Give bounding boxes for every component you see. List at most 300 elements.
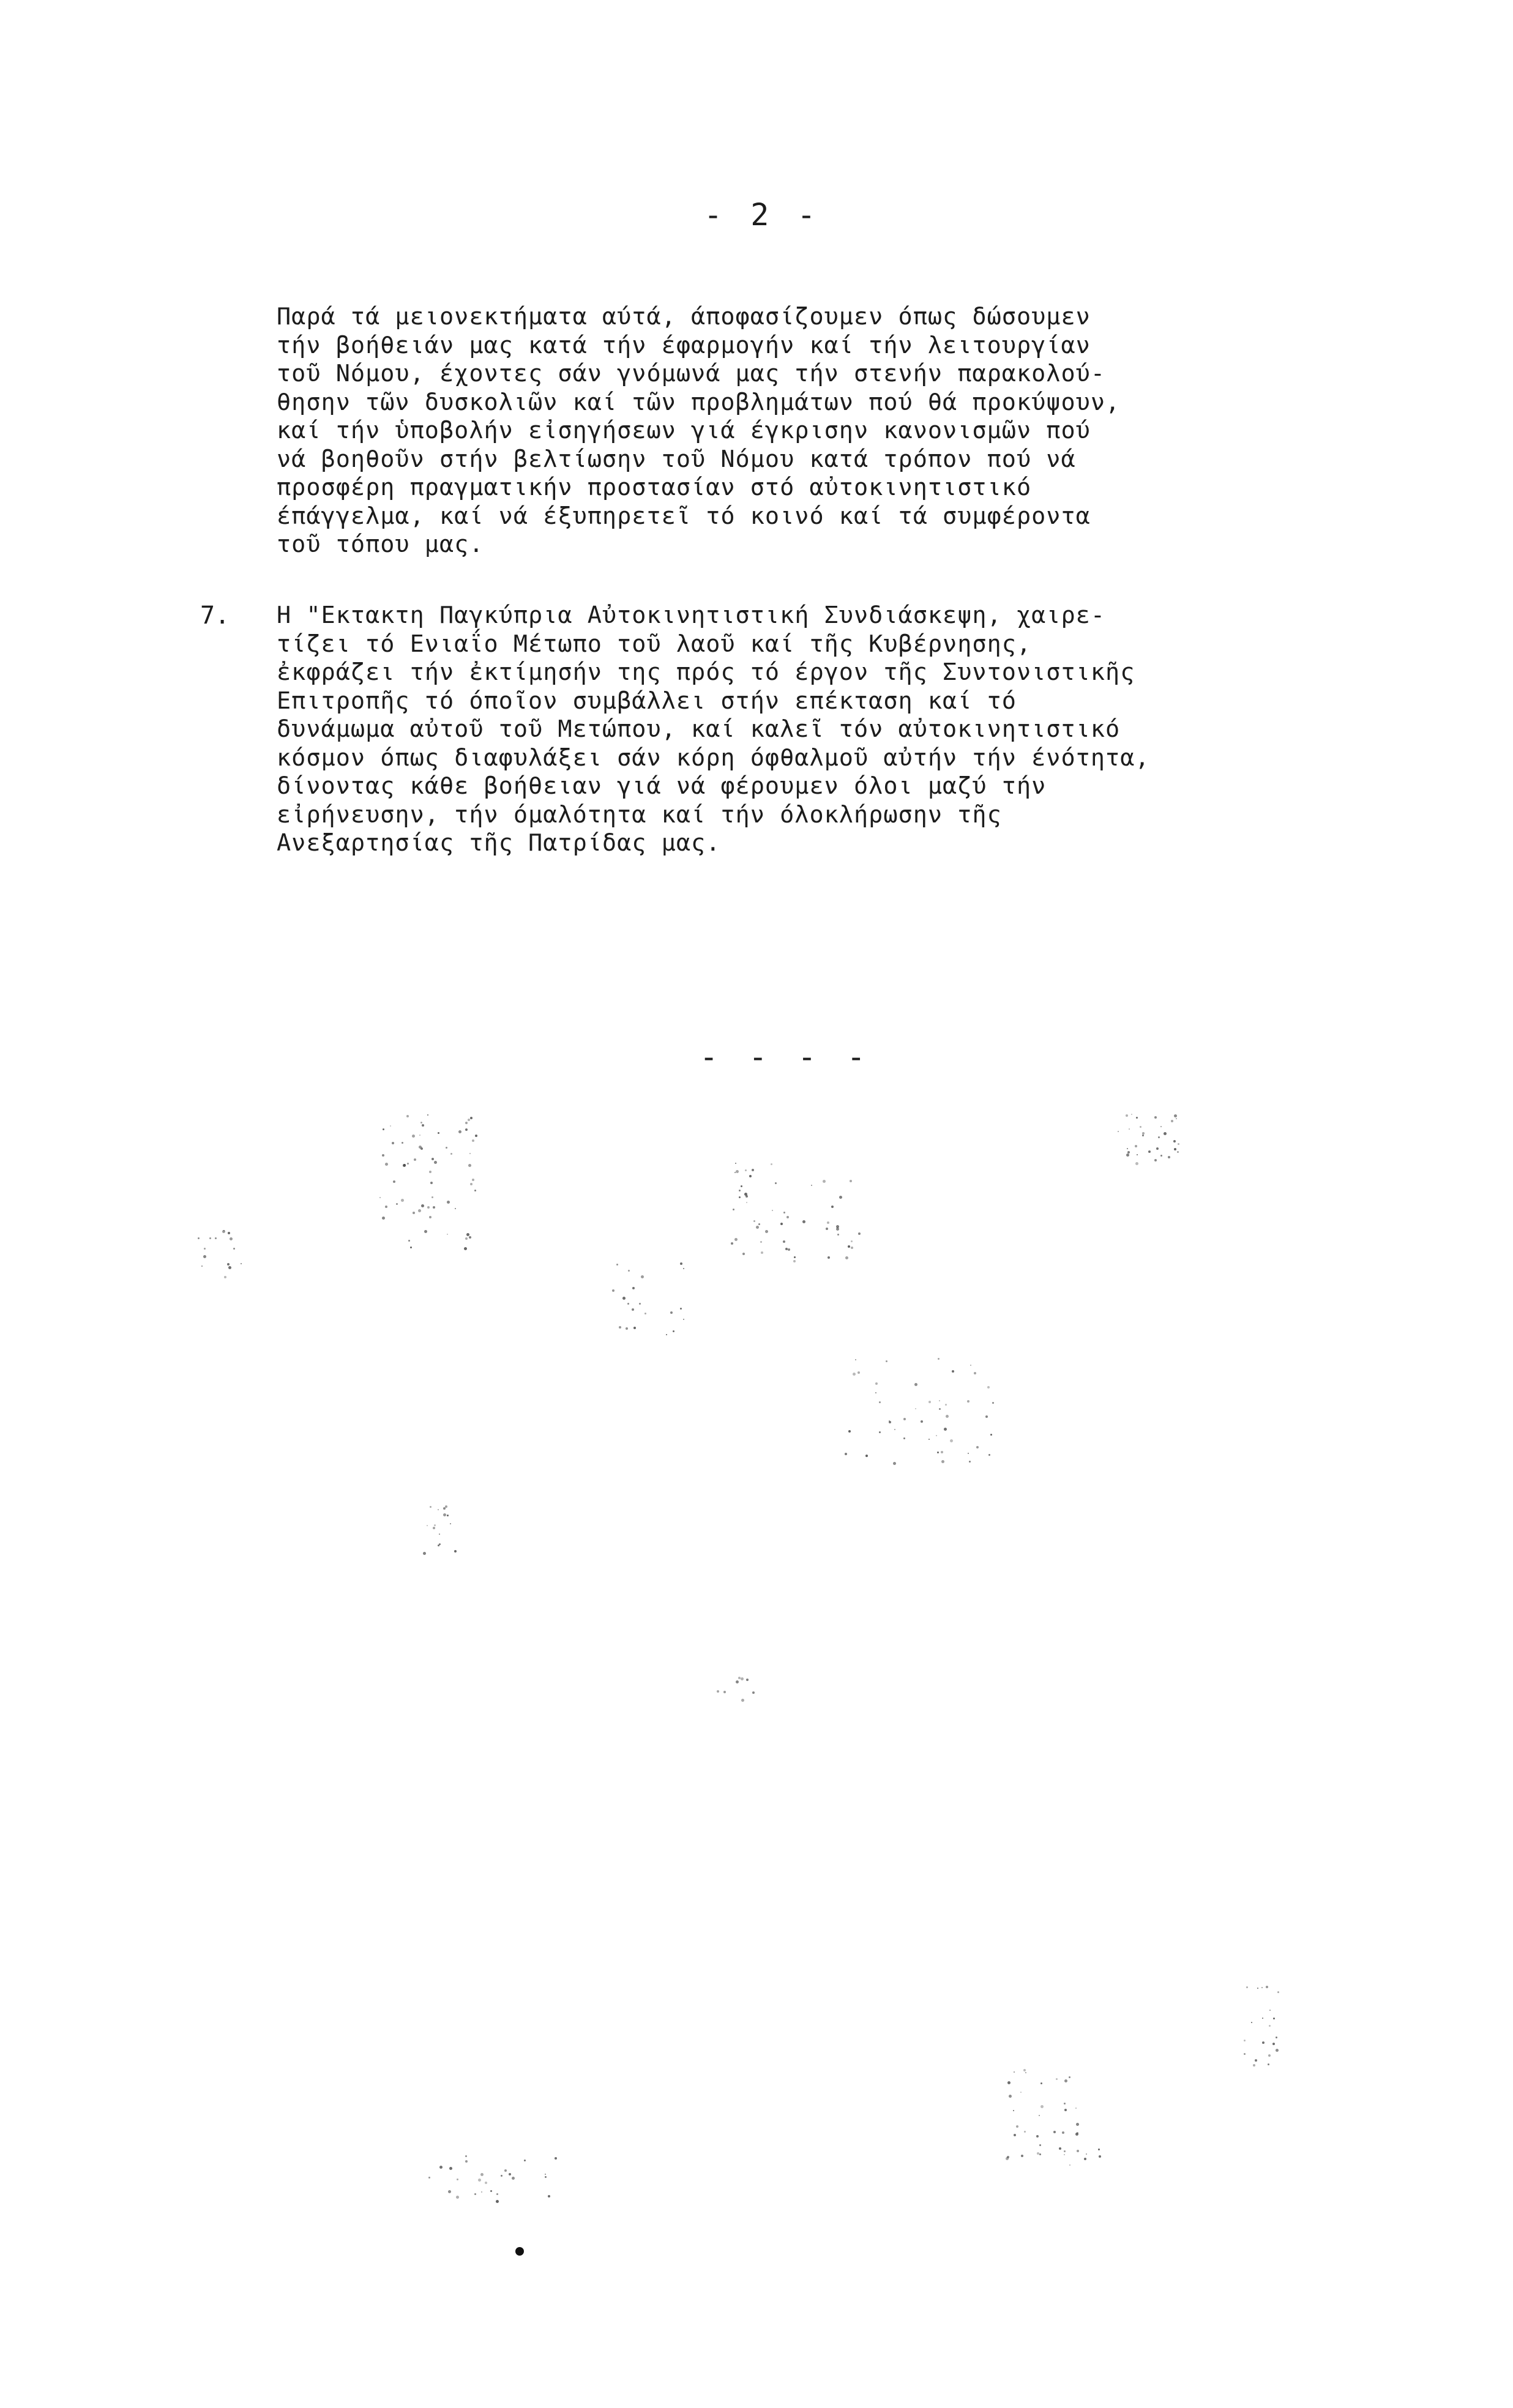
scan-speck	[401, 1199, 404, 1202]
scan-speck	[481, 2191, 482, 2193]
scan-speck	[485, 2182, 487, 2184]
scan-speck	[496, 2193, 498, 2195]
scan-speck	[941, 1451, 943, 1453]
scan-speck	[475, 1135, 477, 1137]
paragraph-line: καί τήν ὑποβολήν εἰσηγήσεων γιά έγκρισην κανονισμῶν πού	[277, 417, 1091, 444]
scan-speck	[1268, 2063, 1269, 2065]
scan-speck	[233, 1248, 235, 1250]
scan-speck	[422, 1124, 424, 1127]
scan-speck	[1142, 1132, 1145, 1135]
scan-speck	[408, 1240, 410, 1242]
scan-speck	[469, 1153, 471, 1154]
scan-speck	[738, 1677, 741, 1679]
scan-speck	[811, 1185, 812, 1186]
scan-speck	[241, 1263, 242, 1264]
scan-speck	[1016, 2125, 1018, 2128]
scan-speck	[458, 1130, 461, 1133]
paragraph-2	[277, 602, 1403, 858]
scan-speck	[1062, 2131, 1064, 2134]
scan-speck	[203, 1255, 206, 1258]
scan-speck	[1069, 2164, 1070, 2166]
scan-speck	[439, 2166, 443, 2169]
scan-speck	[1269, 2010, 1271, 2011]
scan-speck	[470, 1117, 473, 1119]
scan-speck	[683, 1268, 684, 1269]
scan-speck	[465, 1237, 468, 1240]
scan-speck	[382, 1154, 384, 1157]
scan-speck	[967, 1400, 969, 1403]
scan-speck	[1037, 2152, 1039, 2155]
scan-speck	[403, 1164, 406, 1167]
scan-speck	[472, 1179, 474, 1181]
scan-speck	[827, 1221, 829, 1224]
scan-speck	[420, 1122, 422, 1124]
scan-speck	[466, 1233, 469, 1236]
scan-speck	[788, 1248, 790, 1251]
scan-speck	[992, 1402, 994, 1404]
scan-speck	[752, 1691, 755, 1694]
page-number: - 2 -	[704, 197, 821, 233]
scan-speck	[1020, 2092, 1022, 2093]
scan-speck	[1023, 2069, 1026, 2071]
scan-speck	[836, 1225, 839, 1228]
scan-speck	[465, 2160, 468, 2163]
paragraph-line: δίνοντας κάθε βοήθειαν γιά νά φέρουμεν όλοι μαζύ τήν	[277, 772, 1047, 800]
scan-speck	[746, 1679, 749, 1681]
paragraph-line: νά βοηθοῦν στήν βελτίωσην τοῦ Νόμου κατά τρόπον πού νά	[277, 445, 1076, 473]
scan-speck	[632, 1287, 635, 1289]
scan-speck	[1154, 1159, 1157, 1161]
paragraph-1	[277, 303, 1403, 559]
scan-speck	[736, 1680, 739, 1683]
scan-speck	[1084, 2158, 1086, 2160]
scan-speck	[1251, 2022, 1252, 2023]
scan-speck	[976, 1446, 979, 1448]
scan-speck	[1135, 1162, 1138, 1165]
scan-speck	[1039, 2144, 1041, 2146]
scan-speck	[555, 2157, 557, 2160]
scan-speck	[826, 1228, 828, 1230]
scan-speck	[673, 1330, 674, 1332]
scan-speck	[1075, 2133, 1078, 2136]
scan-speck	[1244, 2053, 1246, 2055]
scan-speck	[465, 1128, 468, 1131]
scan-speck	[396, 1203, 398, 1205]
scan-speck	[450, 1523, 451, 1524]
scan-speck	[457, 2179, 458, 2180]
paragraph-line: τήν βοήθειάν μας κατά τήν έφαρμογήν καί τήν λειτουργίαν	[277, 331, 1091, 359]
scan-speck	[447, 1201, 450, 1204]
scan-speck	[1135, 1145, 1137, 1147]
scan-speck	[438, 1132, 439, 1134]
scan-speck	[914, 1383, 917, 1386]
scan-speck	[850, 1180, 852, 1182]
scan-speck	[410, 1247, 412, 1248]
scan-speck	[1262, 2041, 1265, 2044]
scan-speck	[1014, 2134, 1016, 2136]
scan-speck	[456, 2196, 459, 2199]
scan-speck	[1277, 1991, 1279, 1993]
scan-speck	[474, 2193, 476, 2195]
scan-speck	[612, 1289, 615, 1292]
scan-speck	[717, 1690, 719, 1693]
paragraph-line: Ανεξαρτησίας τῆς Πατρίδας μας.	[277, 829, 721, 857]
scan-speck	[1127, 1151, 1130, 1154]
scan-speck	[204, 1248, 206, 1250]
scan-speck	[412, 1135, 415, 1138]
scan-speck	[745, 1195, 748, 1198]
scan-speck	[970, 1365, 971, 1366]
scan-speck	[382, 1217, 385, 1220]
scan-speck	[1075, 2108, 1077, 2109]
scan-speck	[383, 1128, 384, 1130]
scan-speck	[224, 1276, 226, 1278]
scan-speck	[771, 1163, 772, 1165]
scan-speck	[644, 1313, 646, 1314]
scan-speck	[680, 1262, 682, 1265]
scan-speck	[407, 1163, 409, 1165]
scan-speck	[454, 1550, 457, 1553]
scan-speck	[419, 1135, 420, 1136]
scan-speck	[222, 1230, 225, 1233]
paragraph-line: τίζει τό Ενιαΐο Μέτωπο τοῦ λαοῦ καί τῆς Κυβέρνησης,	[277, 630, 1032, 658]
scan-speck	[1164, 1132, 1167, 1135]
scan-speck	[228, 1232, 230, 1234]
scan-speck	[752, 1169, 754, 1171]
scan-speck	[616, 1264, 618, 1266]
scan-speck	[987, 1386, 990, 1389]
scan-speck	[1086, 2153, 1087, 2155]
scan-speck	[753, 1220, 755, 1222]
paragraph-line: έπάγγελμα, καί νά έξυπηρετεῖ τό κοινό καί τά συμφέροντα	[277, 502, 1091, 530]
scan-speck	[443, 1507, 446, 1510]
scan-speck	[723, 1691, 726, 1693]
scan-speck	[468, 1119, 470, 1121]
scan-speck	[1257, 1988, 1258, 1989]
scan-speck	[465, 2155, 467, 2157]
scan-speck	[1059, 2147, 1061, 2150]
scan-speck	[1014, 2071, 1015, 2073]
scan-speck	[739, 1196, 741, 1198]
scan-speck	[448, 2190, 451, 2193]
paragraph-line: κόσμον όπως διαφυλάξει σάν κόρη όφθαλμοῦ αὐτήν τήν ένότητα,	[277, 744, 1150, 772]
scan-speck	[731, 1242, 733, 1245]
paragraph-line: εἰρήνευσην, τήν όμαλότητα καί τήν όλοκλήρωσην τῆς	[277, 800, 1002, 829]
scan-speck	[670, 1311, 673, 1314]
scan-speck	[1007, 2156, 1009, 2158]
scan-speck	[469, 1236, 471, 1239]
scan-speck	[823, 1180, 826, 1183]
scan-speck	[783, 1212, 785, 1213]
scan-speck	[855, 1359, 856, 1360]
scan-speck	[1261, 1987, 1263, 1988]
scan-speck	[431, 1196, 433, 1198]
scan-speck	[1154, 1116, 1157, 1119]
ink-dot	[515, 2247, 524, 2256]
scan-speck	[639, 1303, 641, 1305]
scan-speck	[421, 1204, 424, 1207]
scan-speck	[1174, 1114, 1177, 1117]
scan-speck	[746, 1202, 747, 1203]
scan-speck	[1036, 2135, 1039, 2138]
scan-speck	[903, 1418, 906, 1420]
scan-speck	[227, 1263, 230, 1266]
scan-speck	[1171, 1120, 1173, 1122]
scan-speck	[780, 1223, 783, 1225]
scan-speck	[490, 2190, 492, 2192]
scan-speck	[445, 1505, 447, 1508]
scan-speck	[1126, 1114, 1128, 1117]
scan-speck	[1024, 2131, 1026, 2133]
scan-speck	[419, 1146, 422, 1149]
scan-speck	[758, 1223, 760, 1225]
scan-speck	[447, 1515, 449, 1516]
scan-speck	[1176, 1118, 1177, 1119]
scan-speck	[786, 1216, 789, 1218]
scan-speck	[848, 1245, 850, 1248]
scan-speck	[474, 1190, 476, 1191]
scan-speck	[937, 1452, 939, 1453]
scan-speck	[921, 1420, 923, 1423]
scan-speck	[385, 1206, 387, 1208]
scan-speck	[228, 1266, 231, 1269]
scan-speck	[837, 1234, 839, 1236]
scan-speck	[879, 1431, 881, 1433]
scan-speck	[504, 2169, 507, 2172]
scan-speck	[1246, 1986, 1248, 1988]
scan-speck	[392, 1142, 394, 1144]
scan-speck	[501, 2175, 502, 2177]
scan-speck	[802, 1220, 805, 1223]
scan-speck	[793, 1260, 796, 1262]
scan-speck	[1142, 1135, 1144, 1136]
scan-speck	[928, 1439, 930, 1440]
scan-speck	[393, 1180, 395, 1183]
scan-speck	[1064, 2079, 1067, 2082]
scan-speck	[739, 1190, 741, 1191]
paragraph-line: Η "Εκτακτη Παγκύπρια Αὐτοκινητιστική Συνδιάσκεψη, χαιρε-	[277, 602, 1106, 629]
scan-speck	[427, 1206, 430, 1209]
scan-speck	[1064, 2109, 1067, 2111]
scan-speck	[950, 1439, 953, 1442]
paragraph-line: προσφέρη πραγματικήν προστασίαν στό αὐτοκινητιστικό	[277, 474, 1032, 501]
scan-speck	[470, 1183, 473, 1185]
scan-speck	[1118, 1131, 1119, 1132]
scan-speck	[434, 1524, 436, 1526]
scan-speck	[414, 1158, 416, 1161]
scan-speck	[735, 1163, 736, 1164]
scan-speck	[201, 1266, 203, 1267]
scan-speck	[945, 1404, 947, 1406]
scan-speck	[418, 1209, 421, 1212]
scan-speck	[1273, 2018, 1275, 2019]
scan-speck	[633, 1327, 636, 1329]
scan-speck	[402, 1142, 403, 1144]
scan-speck	[223, 1230, 225, 1231]
scan-speck	[1269, 2025, 1271, 2027]
scan-speck	[420, 1147, 423, 1150]
scan-speck	[1173, 1140, 1176, 1142]
end-mark: - - - -	[700, 1039, 872, 1075]
scan-speck	[974, 1372, 976, 1374]
scan-speck	[627, 1303, 629, 1305]
scan-speck	[1025, 2072, 1026, 2073]
scan-speck	[1131, 1114, 1132, 1115]
scan-speck	[1013, 2110, 1014, 2111]
scan-speck	[628, 1270, 630, 1272]
scan-speck	[1126, 1154, 1129, 1157]
scan-speck	[1148, 1150, 1151, 1153]
scan-speck	[472, 1139, 474, 1142]
scan-speck	[641, 1275, 644, 1278]
scan-speck	[749, 1175, 752, 1177]
scan-speck	[430, 1506, 431, 1508]
scan-speck	[889, 1421, 891, 1423]
scan-speck	[941, 1460, 944, 1463]
scan-speck	[928, 1401, 931, 1403]
scan-speck	[836, 1228, 839, 1231]
scan-speck	[512, 2177, 515, 2180]
scan-speck	[433, 1206, 435, 1209]
scan-speck	[944, 1428, 947, 1431]
scan-speck	[480, 2173, 484, 2176]
scan-speck	[666, 1334, 667, 1335]
paragraph-line: Παρά τά μειονεκτήματα αύτά, άποφασίζουμεν όπως δώσουμεν	[277, 303, 1091, 330]
scan-speck	[742, 1253, 745, 1255]
scan-speck	[848, 1430, 851, 1433]
scan-speck	[985, 1415, 988, 1418]
scan-speck	[1069, 2076, 1070, 2078]
scan-speck	[1039, 2153, 1041, 2155]
scan-speck	[1056, 2078, 1058, 2080]
scan-speck	[622, 1297, 626, 1300]
scan-speck	[209, 1237, 211, 1239]
scan-speck	[938, 1358, 940, 1360]
scan-speck	[1272, 2043, 1275, 2045]
scan-speck	[760, 1241, 762, 1243]
scan-speck	[1064, 2154, 1065, 2155]
scan-speck	[889, 1420, 890, 1422]
scan-speck	[1255, 2059, 1257, 2062]
scan-speck	[744, 1193, 747, 1196]
scan-speck	[875, 1382, 878, 1385]
scan-speck	[464, 1247, 467, 1250]
scan-speck	[468, 1164, 471, 1167]
scan-speck	[1262, 2018, 1263, 2019]
scan-speck	[496, 2200, 499, 2203]
scan-speck	[1064, 2103, 1066, 2104]
scan-speck	[439, 1534, 440, 1535]
scan-speck	[969, 1461, 971, 1463]
scan-speck	[741, 1677, 744, 1680]
scan-speck	[794, 1256, 796, 1258]
scan-speck	[1064, 2150, 1066, 2152]
scan-speck	[1040, 2105, 1044, 2108]
scan-speck	[390, 1125, 391, 1127]
scan-speck	[734, 1172, 736, 1173]
scan-speck	[1160, 1155, 1162, 1157]
scan-speck	[406, 1115, 409, 1117]
paragraph-line: τοῦ τόπου μας.	[277, 531, 484, 558]
scan-speck	[858, 1232, 861, 1235]
scan-speck	[1136, 1117, 1138, 1119]
scan-speck	[1099, 2155, 1101, 2158]
scan-speck	[851, 1247, 853, 1249]
scan-speck	[875, 1392, 876, 1393]
scan-speck	[449, 2167, 452, 2170]
scan-speck	[1127, 1148, 1128, 1149]
scan-speck	[851, 1240, 853, 1242]
scan-speck	[1137, 1154, 1138, 1155]
scan-speck	[230, 1237, 233, 1240]
scan-speck	[439, 1543, 441, 1545]
paragraph-line: Επιτροπῆς τό όποῖον συμβάλλει στήν επέκταση καί τό	[277, 687, 1017, 715]
scan-speck	[761, 1251, 763, 1254]
scan-speck	[385, 1163, 388, 1166]
scan-speck	[894, 1429, 895, 1430]
scan-speck	[772, 1210, 773, 1211]
scan-speck	[215, 1237, 217, 1239]
scan-speck	[433, 1527, 435, 1529]
scan-speck	[545, 2176, 547, 2178]
scan-speck	[509, 2173, 511, 2175]
scan-speck	[1077, 2132, 1078, 2134]
scan-speck	[1140, 1126, 1141, 1128]
scan-speck	[1276, 2037, 1277, 2038]
scan-speck	[1006, 2157, 1009, 2160]
scan-speck	[1266, 1986, 1268, 1988]
scan-speck	[827, 1256, 830, 1259]
scan-speck	[198, 1237, 200, 1239]
scan-speck	[831, 1206, 834, 1208]
scan-speck	[450, 1153, 452, 1155]
scan-speck	[1053, 2131, 1056, 2133]
scan-speck	[845, 1256, 848, 1259]
scan-speck	[1009, 2095, 1012, 2098]
scan-speck	[936, 1435, 937, 1436]
scan-speck	[1178, 1143, 1179, 1145]
scan-speck	[545, 2174, 546, 2175]
scan-speck	[968, 1453, 969, 1454]
scan-speck	[455, 1208, 456, 1209]
paragraph-line: ἐκφράζει τήν ἐκτίμησήν της πρός τό έργον τῆς Συντονιστικῆς	[277, 658, 1135, 686]
scan-speck	[632, 1308, 634, 1311]
scan-speck	[1007, 2081, 1011, 2084]
scan-speck	[1077, 2150, 1079, 2152]
scan-speck	[733, 1209, 734, 1210]
scan-speck	[785, 1248, 788, 1250]
scan-speck	[853, 1373, 856, 1376]
scan-speck	[1040, 2082, 1042, 2084]
scan-speck	[839, 1196, 842, 1199]
scan-speck	[741, 1699, 744, 1702]
scan-speck	[1253, 2064, 1255, 2067]
scan-speck	[1276, 2049, 1279, 2052]
scan-speck	[626, 1327, 628, 1330]
scan-speck	[427, 1114, 428, 1116]
scan-speck	[988, 1454, 990, 1456]
scan-speck	[683, 1319, 684, 1320]
scan-speck	[845, 1453, 847, 1455]
scan-speck	[403, 1164, 406, 1166]
scan-speck	[939, 1400, 940, 1401]
scan-speck	[447, 1234, 448, 1235]
scan-speck	[1168, 1156, 1170, 1158]
scan-speck	[438, 1545, 439, 1546]
scan-speck	[548, 2195, 550, 2197]
scan-speck	[1158, 1136, 1160, 1138]
scan-speck	[1129, 1128, 1130, 1130]
